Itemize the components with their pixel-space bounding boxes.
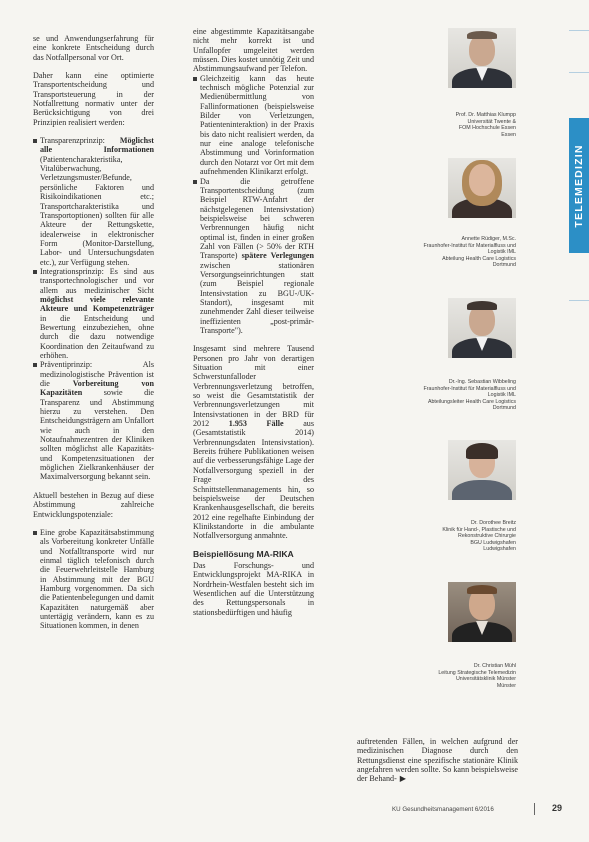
section-heading: Beispiellösung MA-RIKA — [193, 548, 294, 559]
author-photo-1 — [448, 28, 516, 88]
list-item: Präventiprinzip: Als medizinologistische Prävention ist die Vorbereitung von Kapazitäten sowie die Transparenz und Abstimmung hierzu zu verstehen. Den Entscheidungsträgern am Unfallort wie auch in den Notaufnahmezentren der Kliniken sollten möglichst alle Kapazitäts- und Kompetenzsituationen der möglichen Zielkrankenhäuser der Maximalversorgung bekannt sein. — [33, 360, 154, 481]
sidebar-divider — [569, 72, 589, 73]
paragraph-daher: Daher kann eine optimierte Transportentscheidung und Transportsteuerung in der Notfallrettung normativ unter der Berücksichtigung von drei Prinzipien realisiert werden: — [33, 71, 154, 127]
author-photo-2 — [448, 158, 516, 218]
list-item: Gleichzeitig kann das heute technisch mögliche Potenzial zur Medienübermittlung von Fallinformationen (beispielsweise Bilder von Verletzungen, Patienteninteraktion) in der Praxis bis dato nicht realisiert werden, da nur eine analoge telefonische Abstimmung und Vorinformation durch den Notarzt vor Ort mit dem aufnehmenden Klinikarzt erfolgt. — [193, 74, 314, 177]
potentials-list — [33, 528, 154, 631]
list-item: Da die getroffene Transportentscheidung (zum Beispiel RTW-Anfahrt der nächstgelegenen Intensivstation) beispielsweise bei schweren Verbrennungen häufig nicht optimal ist, finden in einer großen Zahl von Fällen (> 50% der RTH Transporte) spätere Verlegungen zwischen stationären Versorgungseinrichtungen statt (zum Beispiel regionale Intensivstation zu BGU-/UK-Standort), insgesamt mit zunehmender Zahl dieser teilweise ineffizienten „post-primär-Transporte"). — [193, 177, 314, 336]
sidebar-divider — [569, 30, 589, 31]
section-tab — [569, 118, 589, 253]
paragraph-insgesamt: Insgesamt sind mehrere Tausend Personen pro Jahr von derartigen Situation mit einer Schwerstunfalloder Verbrennungsverletzung betroffen, so weist die Gesamtstatistik der Verbrennungsverletzungen mit Intensivstationen in der BRD für 2012 1.953 Fälle aus (Gesamtstatistik 2014) Verbrennungsdaten Intensivstation). Bereits frühere Publikationen weisen auf die verbesserungsfähige Lage der Notfallversorgung speziell in der Frage des Schnittstellenmanagements hin, so beispielsweise der Deutschen Krankenhausgesellschaft, die bereits 2012 eine regelhafte Einbindung der Klinikstandorte in die ambulante Notfallversorgung anmahnte. — [193, 344, 314, 541]
author-caption-4: Dr. Dorothee Breitz Klinik für Hand-, Plastische und Rekonstruktive Chirurgie BGU Ludwigshafen Ludwigshafen — [442, 520, 516, 552]
principles-list — [33, 136, 154, 482]
column-3-text: auftretenden Fällen, in welchen aufgrund der medizinischen Diagnose durch den Rettungsdienst eine spezifische stationäre Klinik angefahren werden sollte. So kann beispielsweise der Behand- ▶ — [357, 737, 518, 784]
list-item: Integrationsprinzip: Es sind aus transportechnologischer und vor allem aus medizinischer Sicht möglichst viele relevante Akteure und Kompetenzträger in die Entscheidung und Bewertung einzubeziehen, ohne durch die dazu notwendige Koordination den Zeitaufwand zu erhöhen. — [33, 267, 154, 360]
paragraph-aktuell: Aktuell bestehen in Bezug auf diese Abstimmung zahlreiche Entwicklungspotenziale: — [33, 490, 154, 519]
issues-list — [193, 74, 314, 336]
list-item: Eine grobe Kapazitätsabstimmung als Vorbereitung konkreter Unfälle und Notfalltransporte wird nur einmal täglich telefonisch durch die Feuerwehrleitstelle Hamburg in Abstimmung mit der BGU Hamburg vorgenommen. Da sich die Patientenbelegungen und damit Kapazitäten naturgemäß aber untertägig verändern, kann es zu Situationen kommen, in denen — [33, 528, 154, 631]
author-caption-1: Prof. Dr. Matthias Klumpp Universität Twente & FOM Hochschule Essen Essen — [455, 112, 516, 138]
sidebar-divider — [569, 300, 589, 301]
list-item: Transparenzprinzip: Möglichst alle Informationen (Patientencharakteristika, Vitalüberwachung, Verletzungsmuster/Befunde, persönliche Faktoren und Risikoindikationen etc.; Transportcharakteristika und Transportoptionen) sollten für alle Akteure der Rettungskette, idealerweise in elektronischer Form (Monitor-Darstellung, Labor- und Untersuchungsdaten etc.), zur Verfügung stehen. — [33, 136, 154, 267]
continue-arrow-icon: ▶ — [399, 774, 407, 784]
column-2 — [193, 27, 314, 626]
author-photo-3 — [448, 298, 516, 358]
section-tab-label: TELEMEDIZIN — [573, 143, 585, 228]
author-caption-3: Dr.-Ing. Sebastian Wibbeling Fraunhofer-Institut für Materialfluss und Logistik IML Abteilungsleiter Health Care Logistics Dortmund — [423, 379, 516, 411]
footer-publication: KU Gesundheitsmanagement 6/2016 — [392, 806, 494, 813]
paragraph-forschung: Das Forschungs- und Entwicklungsprojekt MA-RIKA in Nordrhein-Westfalen besteht sich im Wesentlichen auf die Unterstützung des Rettungspersonals in stationsbedürftigen und häufig — [193, 560, 314, 617]
paragraph-intro: se und Anwendungserfahrung für eine konkrete Entscheidung durch das Notfallpersonal vor Ort. — [33, 34, 154, 62]
author-caption-2: Annette Rüdiger, M.Sc. Fraunhofer-Institut für Materialfluss und Logistik IML Abteilung Health Care Logistics Dortmund — [423, 236, 516, 268]
paragraph-continued: eine abgestimmte Kapazitätsangabe nicht mehr korrekt ist und Unfallopfer umgeleitet werden müssen. Dies kostet unnötig Zeit und Abstimmungsaufwand per Telefon. — [193, 27, 314, 74]
author-caption-5: Dr. Christian Mühl Leitung Strategische Telemedizin Universitätsklinik Münster Münster — [438, 663, 516, 689]
footer-divider — [534, 803, 535, 815]
column-1 — [33, 34, 154, 640]
author-photo-5 — [448, 582, 516, 642]
author-photo-4 — [448, 440, 516, 500]
page-number: 29 — [552, 803, 563, 813]
